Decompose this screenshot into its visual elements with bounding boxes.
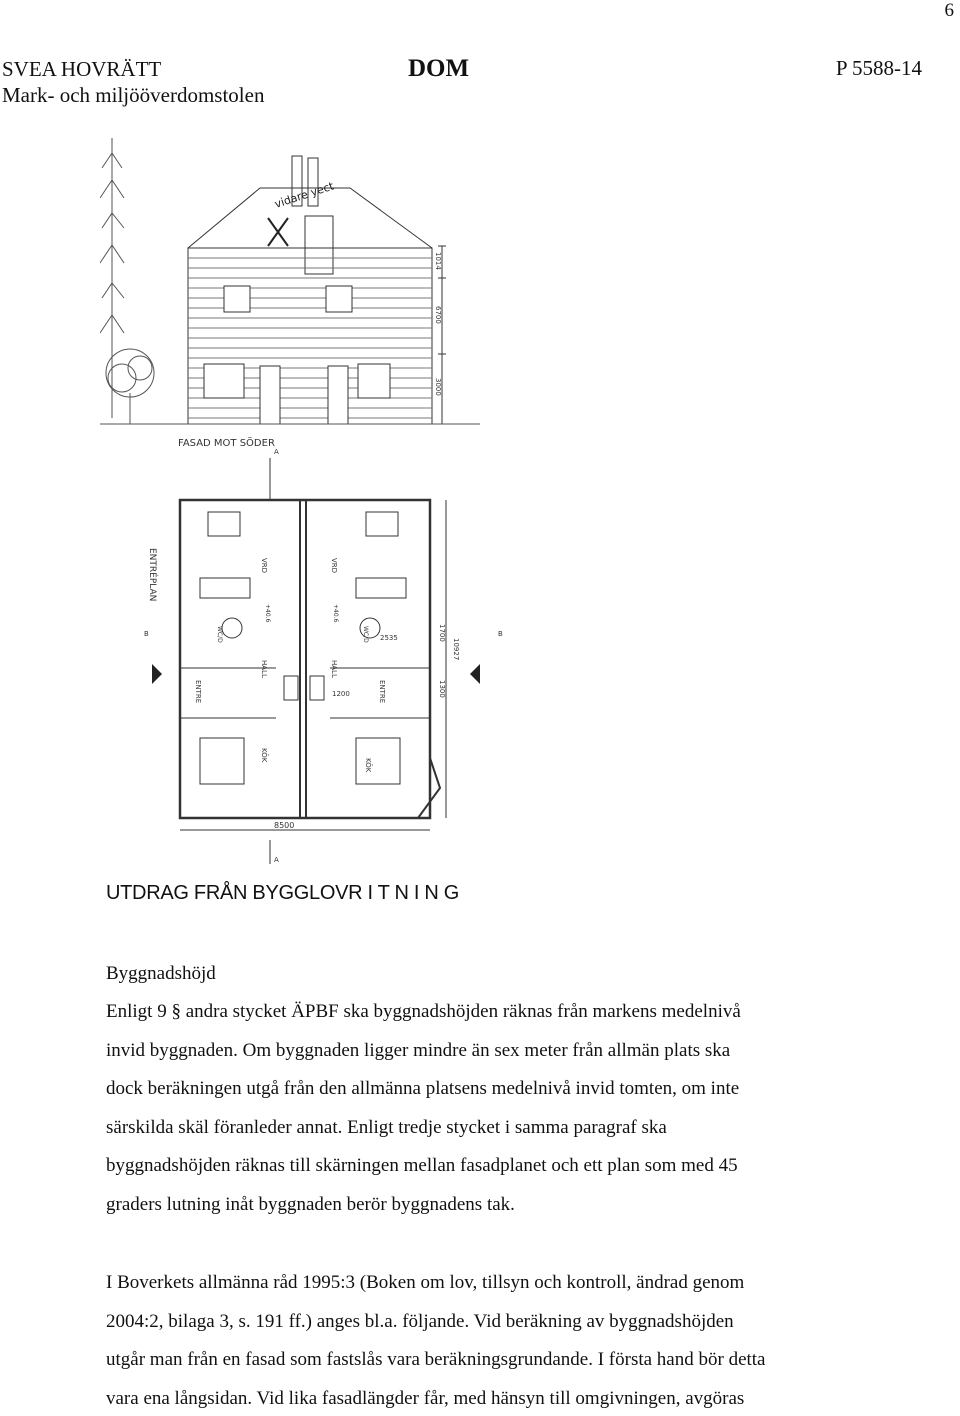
height-dimension-1: 1014 [434,252,442,270]
paragraph-line: utgår man från en fasad som fastslås vara beräkningsgrundande. I första hand bör detta [106,1349,766,1370]
document-type: DOM [408,55,470,82]
room-wc-left: WC/D [216,626,223,643]
paragraph-line: dock beräkningen utgå från den allmänna platsens medelnivå invid tomten, om inte [106,1078,740,1099]
paragraph-line: 2004:2, bilaga 3, s. 191 ff.) anges bl.a. följande. Vid beräkning av byggnadshöjden [106,1310,734,1332]
section-heading: Byggnadshöjd [106,963,216,984]
paragraph-line: invid byggnaden. Om byggnaden ligger mindre än sex meter från allmän plats ska [106,1039,731,1061]
width-dimension: 8500 [274,821,295,830]
paragraph-line: graders lutning inåt byggnaden berör byggnadens tak. [106,1193,515,1215]
section-mark-a-bottom: A [274,856,279,864]
page-number: 6 [944,0,954,21]
paragraph-2 [106,1264,906,1416]
case-number: P 5588-14 [835,56,922,80]
room-vrd-left: VRD [260,558,268,574]
handwritten-annotation: vidare yect [272,179,336,211]
inner-dimension-2: 1200 [332,690,350,698]
height-dimension-2: 6700 [434,306,442,324]
room-wc-right: WC/D [362,626,369,643]
paragraph-line: Enligt 9 § andra stycket ÄPBF ska byggnadshöjden räknas från markens medelnivå [106,1001,741,1022]
court-subtitle: Mark- och miljööverdomstolen [2,83,265,107]
tree-sketch [100,138,154,424]
section-mark-b-left: B [144,630,149,638]
inner-dimension-1: 2535 [380,634,398,642]
plan-label: ENTRÉPLAN [147,548,157,602]
room-entre-left: ENTRE [194,680,202,704]
paragraph-line: särskilda skäl föranleder annat. Enligt tredje stycket i samma paragraf ska [106,1116,667,1138]
level-mark-left: +40.6 [264,604,271,623]
floor-plan [152,458,480,864]
section-mark-b-right: B [498,630,503,638]
building-drawing [100,128,520,868]
depth-dimension: 10927 [452,638,460,661]
room-entre-right: ENTRE [378,680,386,704]
court-name: SVEA HOVRÄTT [2,57,162,81]
level-mark-right: +40.6 [332,604,339,623]
paragraph-line: I Boverkets allmänna råd 1995:3 (Boken om lov, tillsyn och kontroll, ändrad genom [106,1272,745,1293]
drawing-caption: UTDRAG FRÅN BYGGLOVR I T N I N G [106,882,460,904]
paragraph-line: byggnadshöjden räknas till skärningen mellan fasadplanet och ett plan som med 45 [106,1155,738,1176]
facade-dimensions [438,246,446,424]
paragraph-1 [106,993,906,1224]
dimension-b: 1300 [438,680,446,698]
room-hall-right: HALL [330,660,338,678]
facade-label: FASAD MOT SÖDER [178,438,275,449]
dimension-a: 1700 [438,624,446,642]
room-hall-left: HALL [260,660,268,678]
room-kok-right: KÖK [364,758,372,773]
paragraph-line: vara ena långsidan. Vid lika fasadlängder får, med hänsyn till omgivningen, avgöras [106,1387,745,1409]
section-mark-a-top: A [274,448,279,456]
room-vrd-right: VRD [330,558,338,574]
height-dimension-3: 3000 [434,378,442,396]
room-kok-left: KÖK [260,748,268,763]
